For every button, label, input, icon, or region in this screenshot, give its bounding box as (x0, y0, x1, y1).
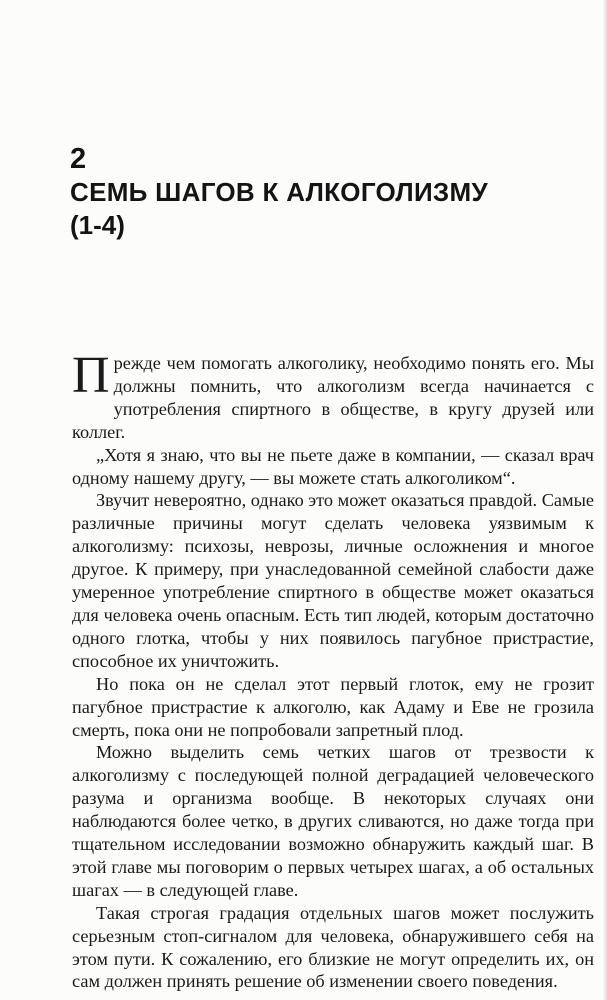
page-edge-shadow (603, 0, 607, 1000)
chapter-header (70, 142, 550, 242)
paragraph-3: Звучит невероятно, однако это может оказаться правдой. Самые различные причины могут сделать человека уязвимым к алкоголизму: психозы, неврозы, личные осложнения и многое другое. К примеру, при унаследованной семейной слабости даже умеренное употребление спиртного в обществе может оказаться для человека очень опасным. Есть тип людей, которым достаточно одного глотка, чтобы у них появилось пагубное пристрастие, способное их уничтожить. (72, 490, 594, 671)
paragraph-2: „Хотя я знаю, что вы не пьете даже в компании, — сказал врач одному нашему другу, — вы можете стать алкоголиком“. (72, 444, 594, 488)
paragraph-4: Но пока он не сделал этот первый глоток, ему не грозит пагубное пристрастие к алкоголю, как Адаму и Еве не грозила смерть, пока они не попробовали запретный плод. (72, 673, 594, 740)
chapter-title: СЕМЬ ШАГОВ К АЛКОГОЛИЗМУ (70, 177, 488, 207)
chapter-step-range: (1-4) (70, 210, 125, 240)
paragraph-1-text: режде чем помогать алкоголику, необходимо понять его. Мы должны помнить, что алкоголизм всегда начинается с употребления спиртного в обществе, в кругу друзей или коллег. (72, 353, 594, 442)
paragraph-6: Такая строгая градация отдельных шагов может послужить серьезным стоп-сигналом для человека, обнаружившего себя на этом пути. К сожалению, его близкие не могут определить их, он сам должен принять решение об изменении своего поведения. (72, 902, 594, 992)
paragraph-5: Можно выделить семь четких шагов от трезвости к алкоголизму с последующей полной деградацией человеческого разума и организма вообще. В некоторых случаях они наблюдаются более четко, в других сливаются, но даже тогда при тщательном исследовании возможно обнаружить каждый шаг. В этой главе мы поговорим о первых четырех шагах, а об остальных шагах — в следующей главе. (72, 742, 594, 900)
drop-cap: П (72, 347, 110, 404)
chapter-body (72, 347, 594, 993)
chapter-number: 2 (70, 143, 87, 175)
paragraph-1 (72, 347, 594, 444)
